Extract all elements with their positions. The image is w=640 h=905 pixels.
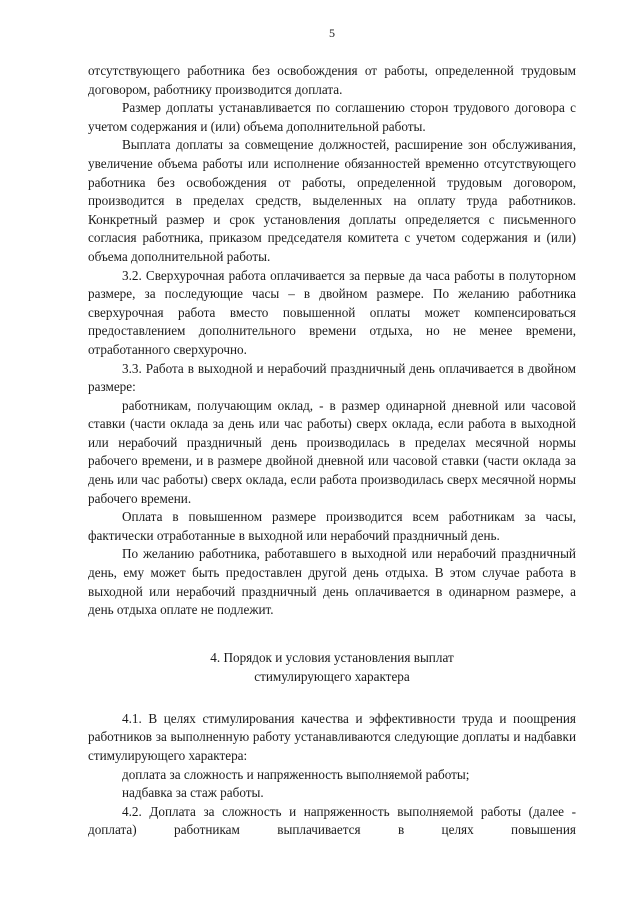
paragraph: 4.1. В целях стимулирования качества и эффективности труда и поощрения работников за выполненную работу устанавливаются следующие доплаты и надбавки стимулирующего характера: xyxy=(88,710,576,763)
paragraph: Оплата в повышенном размере производится всем работникам за часы, фактически отработанные в выходной или нерабочий праздничный день. xyxy=(88,509,576,543)
paragraph: 3.2. Сверхурочная работа оплачивается за первые да часа работы в полуторном размере, за последующие часы – в двойном размере. По желанию работника сверхурочная работа вместо повышенной оплаты может компенсироваться предоставлением дополнительного времени отдыха, но не менее времени, отработанного сверхурочно. xyxy=(88,267,576,357)
paragraph: Выплата доплаты за совмещение должностей, расширение зон обслуживания, увеличение объема работы или исполнение обязанностей временно отсутствующего работника без освобождения от работы, определенной трудовым договором, производится в пределах средств, выделенных на оплату труда работников. Конкретный размер и срок установления доплаты определяется с письменного согласия работника, приказом председателя комитета с учетом содержания и (или) объема дополнительной работы. xyxy=(88,137,576,264)
paragraph: отсутствующего работника без освобождения от работы, определенной трудовым договором, работнику производится доплата. xyxy=(88,63,576,97)
section-4-body xyxy=(88,710,576,840)
list-item: надбавка за стаж работы. xyxy=(122,785,264,801)
paragraph: 3.3. Работа в выходной и нерабочий праздничный день оплачивается в двойном размере: xyxy=(88,360,576,395)
heading-line: 4. Порядок и условия установления выплат xyxy=(210,649,454,665)
paragraph: 4.2. Доплата за сложность и напряженность выполняемой работы (далее - доплата) работникам выплачивается в целях повышения xyxy=(88,803,576,838)
list-item: доплата за сложность и напряженность выполняемой работы; xyxy=(122,766,470,782)
page-number: 5 xyxy=(329,26,335,40)
paragraph: работникам, получающим оклад, - в размер одинарной дневной или часовой ставки (части оклада за день или час работы) сверх оклада, если работа в выходной или нерабочий праздничный день производилась в пределах месячной нормы рабочего времени, и в размере двойной дневной или часовой ставки (части оклада за день или час работы) сверх оклада, если работа производилась сверх месячной нормы рабочего времени. xyxy=(88,397,576,506)
heading-line: стимулирующего характера xyxy=(254,668,410,684)
paragraph: Размер доплаты устанавливается по соглашению сторон трудового договора с учетом содержания и (или) объема дополнительной работы. xyxy=(88,100,576,134)
section-3-body xyxy=(88,62,576,620)
paragraph: По желанию работника, работавшего в выходной или нерабочий праздничный день, ему может быть предоставлен другой день отдыха. В этом случае работа в выходной или нерабочий праздничный день оплачивается в одинарном размере, а день отдыха оплате не подлежит. xyxy=(88,546,576,618)
section-4-heading xyxy=(88,648,576,686)
